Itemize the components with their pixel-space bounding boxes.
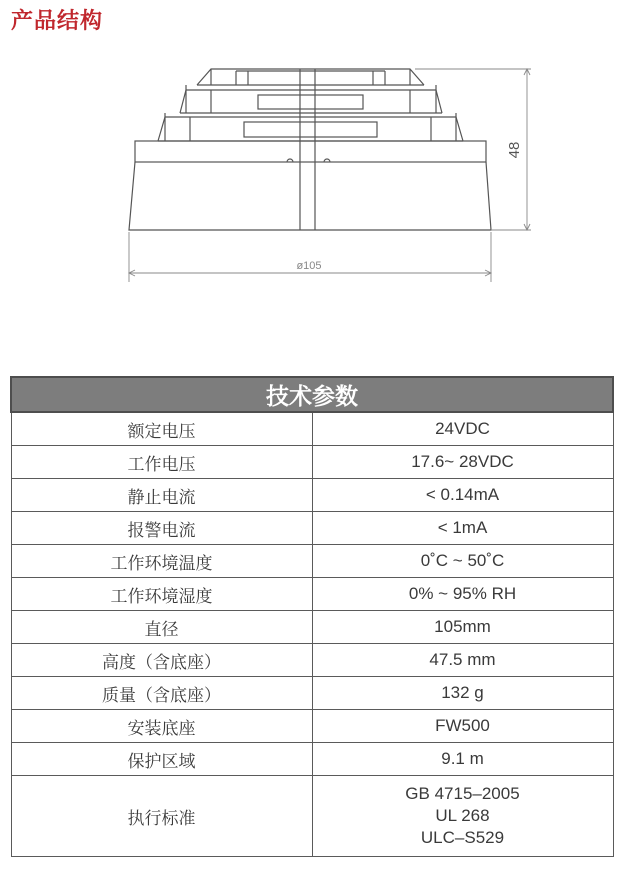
height-dimension-label: 48 bbox=[506, 141, 523, 159]
spec-label: 直径 bbox=[11, 611, 312, 644]
standard-value: GB 4715–2005 bbox=[405, 784, 520, 803]
spec-label: 质量（含底座） bbox=[11, 677, 312, 710]
spec-table-header: 技术参数 bbox=[11, 377, 613, 412]
spec-value: < 1mA bbox=[312, 512, 613, 545]
section-title: 产品结构 bbox=[11, 9, 104, 34]
spec-table bbox=[10, 376, 614, 857]
table-row bbox=[11, 446, 613, 479]
standards-values bbox=[312, 776, 613, 857]
table-row bbox=[11, 578, 613, 611]
table-row bbox=[11, 512, 613, 545]
spec-label: 高度（含底座） bbox=[11, 644, 312, 677]
table-row bbox=[11, 677, 613, 710]
spec-label: 保护区域 bbox=[11, 743, 312, 776]
spec-label: 工作环境温度 bbox=[11, 545, 312, 578]
spec-value: 0% ~ 95% RH bbox=[312, 578, 613, 611]
table-row bbox=[11, 710, 613, 743]
spec-value: 17.6~ 28VDC bbox=[312, 446, 613, 479]
spec-value: 24VDC bbox=[312, 412, 613, 446]
spec-value: 132 g bbox=[312, 677, 613, 710]
spec-value: FW500 bbox=[312, 710, 613, 743]
standard-value: UL 268 bbox=[435, 806, 490, 825]
spec-value: 105mm bbox=[312, 611, 613, 644]
spec-label: 额定电压 bbox=[11, 412, 312, 446]
spec-label: 安装底座 bbox=[11, 710, 312, 743]
table-row bbox=[11, 545, 613, 578]
product-structure-drawing bbox=[0, 50, 622, 290]
table-row-standards bbox=[11, 776, 613, 857]
spec-label: 执行标准 bbox=[11, 776, 312, 857]
standard-value: ULC–S529 bbox=[420, 828, 505, 847]
spec-value: 9.1 m bbox=[312, 743, 613, 776]
spec-label: 工作环境湿度 bbox=[11, 578, 312, 611]
spec-label: 工作电压 bbox=[11, 446, 312, 479]
spec-label: 报警电流 bbox=[11, 512, 312, 545]
spec-value: 0˚C ~ 50˚C bbox=[312, 545, 613, 578]
spec-value: 47.5 mm bbox=[312, 644, 613, 677]
table-row bbox=[11, 743, 613, 776]
spec-value: < 0.14mA bbox=[312, 479, 613, 512]
table-row bbox=[11, 611, 613, 644]
table-row bbox=[11, 412, 613, 446]
table-row bbox=[11, 644, 613, 677]
table-row bbox=[11, 479, 613, 512]
spec-label: 静止电流 bbox=[11, 479, 312, 512]
diameter-dimension-label: ø105 bbox=[296, 260, 322, 272]
